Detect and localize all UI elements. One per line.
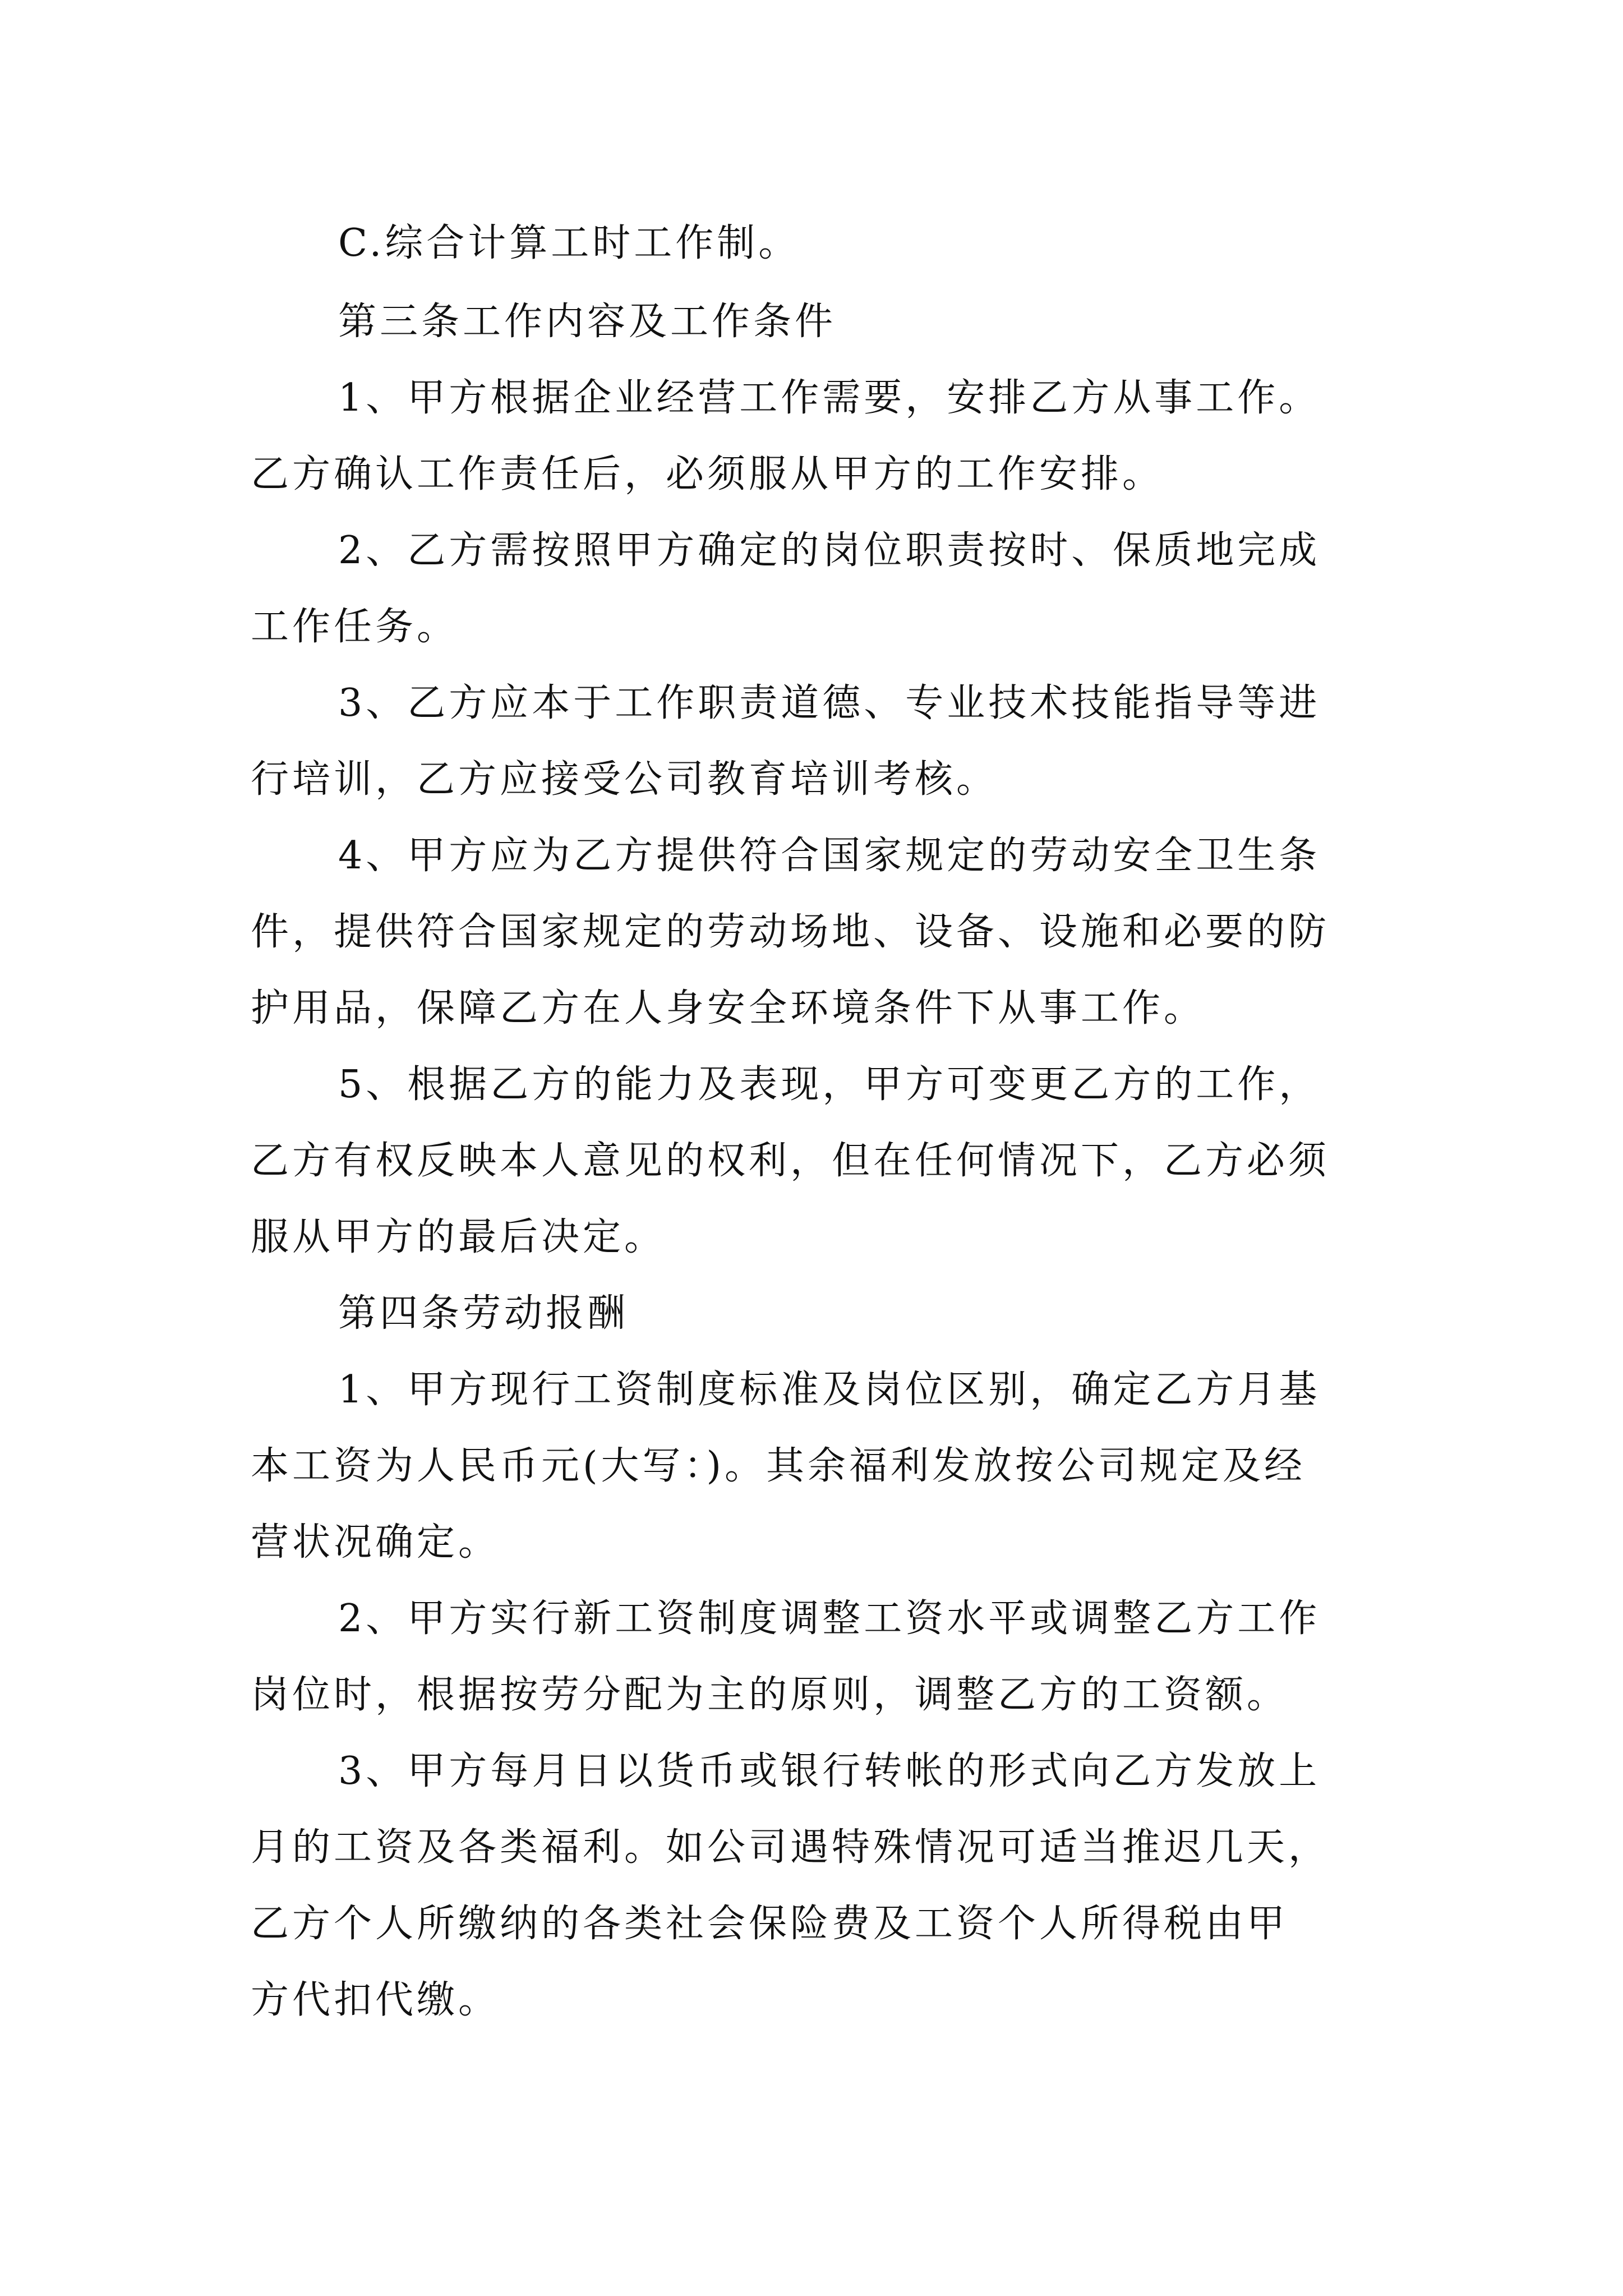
text-line: 本工资为人民币元(大写：)。其余福利发放按公司规定及经 — [251, 1444, 1306, 1488]
text-line: 月的工资及各类福利。如公司遇特殊情况可适当推迟几天， — [251, 1825, 1330, 1870]
text-line: 3、乙方应本于工作职责道德、专业技术技能指导等进 — [338, 681, 1321, 725]
text-line: 5、根据乙方的能力及表现，甲方可变更乙方的工作， — [338, 1062, 1321, 1107]
text-line: 乙方个人所缴纳的各类社会保险费及工资个人所得税由甲 — [251, 1902, 1289, 1946]
text-line: 1、甲方根据企业经营工作需要，安排乙方从事工作。 — [338, 376, 1321, 420]
text-line: 乙方有权反映本人意见的权利，但在任何情况下，乙方必须 — [251, 1139, 1330, 1183]
text-line: 1、甲方现行工资制度标准及岗位区别，确定乙方月基 — [338, 1368, 1321, 1412]
text-line: 护用品，保障乙方在人身安全环境条件下从事工作。 — [251, 986, 1206, 1030]
text-line: 方代扣代缴。 — [251, 1978, 500, 2022]
text-line: 服从甲方的最后决定。 — [251, 1215, 666, 1259]
section-heading: 第四条劳动报酬 — [338, 1291, 629, 1336]
text-line: 乙方确认工作责任后，必须服从甲方的工作安排。 — [251, 452, 1164, 496]
text-line: 营状况确定。 — [251, 1520, 500, 1565]
text-line: 4、甲方应为乙方提供符合国家规定的劳动安全卫生条 — [338, 834, 1321, 878]
text-line: 2、乙方需按照甲方确定的岗位职责按时、保质地完成 — [338, 528, 1321, 573]
text-line: C.综合计算工时工作制。 — [338, 221, 800, 265]
text-line: 件，提供符合国家规定的劳动场地、设备、设施和必要的防 — [251, 910, 1330, 954]
text-line: 2、甲方实行新工资制度调整工资水平或调整乙方工作 — [338, 1596, 1321, 1641]
text-line: 行培训，乙方应接受公司教育培训考核。 — [251, 757, 998, 802]
text-line: 3、甲方每月日以货币或银行转帐的形式向乙方发放上 — [338, 1749, 1321, 1793]
text-line: 岗位时，根据按劳分配为主的原则，调整乙方的工资额。 — [251, 1673, 1289, 1717]
text-line: 工作任务。 — [251, 605, 459, 649]
section-heading: 第三条工作内容及工作条件 — [338, 300, 837, 344]
